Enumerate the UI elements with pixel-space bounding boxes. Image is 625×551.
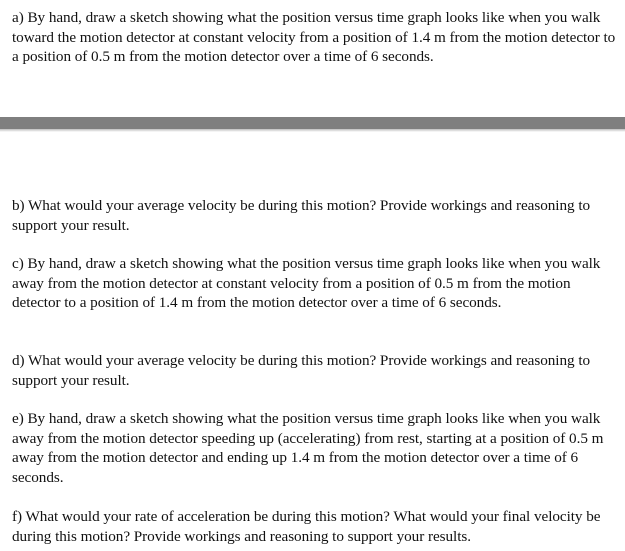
- question-f-text: f) What would your rate of acceleration be during this motion? What would your final velocity be during this motion? Provide workings and reasoning to support your results.: [12, 508, 601, 545]
- question-c-text: c) By hand, draw a sketch showing what the position versus time graph looks like when you walk away from the motion detector at constant velocity from a position of 0.5 m from the motion detector to a position of 1.4 m from the motion detector over a time of 6 seconds.: [12, 255, 601, 311]
- question-a-text: a) By hand, draw a sketch showing what the position versus time graph looks like when you walk toward the motion detector at constant velocity from a position of 1.4 m from the motion detector to a position of 0.5 m from the motion detector over a time of 6 seconds.: [12, 9, 616, 65]
- section-divider-shadow: [0, 129, 625, 132]
- question-e-text: e) By hand, draw a sketch showing what the position versus time graph looks like when you walk away from the motion detector speeding up (accelerating) from rest, starting at a position of 0.5 m away from the motion detector and ending up 1.4 m from the motion detector over a time of 6 seconds.: [12, 410, 604, 486]
- question-b-text: b) What would your average velocity be during this motion? Provide workings and reasoning to support your result.: [12, 197, 591, 234]
- question-d-text: d) What would your average velocity be during this motion? Provide workings and reasoning to support your result.: [12, 352, 591, 389]
- section-divider-bar: [0, 117, 625, 129]
